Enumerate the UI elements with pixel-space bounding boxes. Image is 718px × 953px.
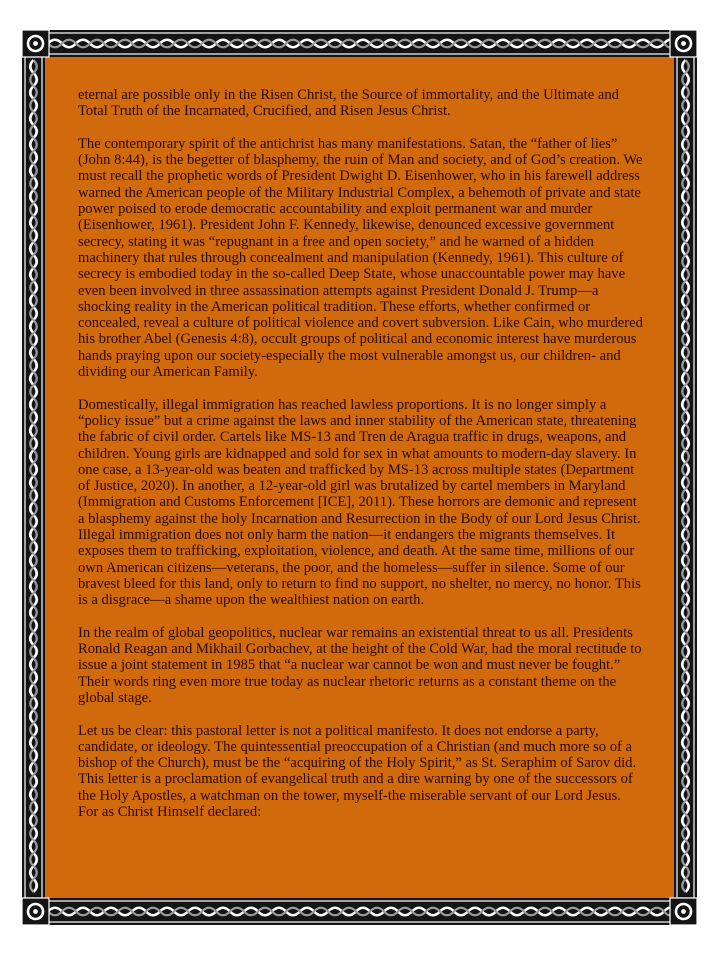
paragraph: In the realm of global geopolitics, nuclear war remains an existential threat to us all. Presidents Ronald Reagan and Mikhail Gorbachev, at the height of the Cold War, had the moral rectitude to issue a joint statement in 1985 that “a nuclear war cannot be won and must never be fought.” Their words ring even more true today as nuclear rhetoric returns as a constant theme on the global stage. — [78, 624, 642, 706]
paragraph: Let us be clear: this pastoral letter is not a political manifesto. It does not endorse a party, candidate, or ideology. The quintessential preoccupation of a Christian (and much more so of a bishop of the Church), must be the “acquiring of the Holy Spirit,” as St. Seraphim of Sarov did. This letter is a proclamation of evangelical truth and a dire warning by one of the successors of the Holy Apostles, a watchman on the tower, myself-the miserable servant of our Lord Jesus. For as Christ Himself declared: — [78, 722, 637, 821]
corner-ornament-top-right — [670, 30, 697, 57]
border-left-band — [22, 57, 45, 898]
letter-body — [78, 87, 643, 837]
corner-ornament-bottom-right — [670, 898, 697, 925]
paragraph: The contemporary spirit of the antichrist has many manifestations. Satan, the “father of lies” (John 8:44), is the begetter of blasphemy, the ruin of Man and society, and of God’s creation. We must recall the prophetic words of President Dwight D. Eisenhower, who in his farewell address warned the American people of the Military Industrial Complex, a behemoth of private and state power poised to erode democratic accountability and exploit permanent war and murder (Eisenhower, 1961). President John F. Kennedy, likewise, denounced excessive government secrecy, stating it was “repugnant in a free and open society,” and he warned of a hidden machinery that rules through concealment and manipulation (Kennedy, 1961). This culture of secrecy is embodied today in the so-called Deep State, whose unaccountable power may have even been involved in three assassination attempts against President Donald J. Trump—a shocking reality in the American political tradition. These efforts, whether confirmed or concealed, reveal a culture of political violence and covert subversion. Like Cain, who murdered his brother Abel (Genesis 4:8), occult groups of political and economic interest have murderous hands praying upon our society-especially the most vulnerable amongst us, our children- and dividing our American Family. — [78, 135, 643, 381]
border-right-band — [674, 57, 697, 898]
border-top-band — [22, 30, 697, 57]
corner-ornament-bottom-left — [22, 898, 49, 925]
border-bottom-band — [22, 898, 697, 925]
paragraph: Domestically, illegal immigration has reached lawless proportions. It is no longer simply a “policy issue” but a crime against the laws and inner stability of the American state, threatening the fabric of civil order. Cartels like MS-13 and Tren de Aragua traffic in drugs, weapons, and children. Young girls are kidnapped and sold for sex in what amounts to modern-day slavery. In one case, a 13-year-old was beaten and trafficked by MS-13 across multiple states (Department of Justice, 2020). In another, a 12-year-old girl was brutalized by cartel members in Maryland (Immigration and Customs Enforcement [ICE], 2011). These horrors are demonic and represent a blasphemy against the holy Incarnation and Resurrection in the Body of our Lord Jesus Christ. Illegal immigration does not only harm the nation—it endangers the migrants themselves. It exposes them to trafficking, exploitation, violence, and death. At the same time, millions of our own American citizens—veterans, the poor, and the homeless—suffer in silence. Some of our bravest bleed for this land, only to return to find no support, no shelter, no mercy, no honor. This is a disgrace—a shame upon the wealthiest nation on earth. — [78, 396, 641, 609]
corner-ornament-top-left — [22, 30, 49, 57]
paragraph: eternal are possible only in the Risen Christ, the Source of immortality, and the Ultimate and Total Truth of the Incarnated, Crucified, and Risen Jesus Christ. — [78, 87, 619, 120]
